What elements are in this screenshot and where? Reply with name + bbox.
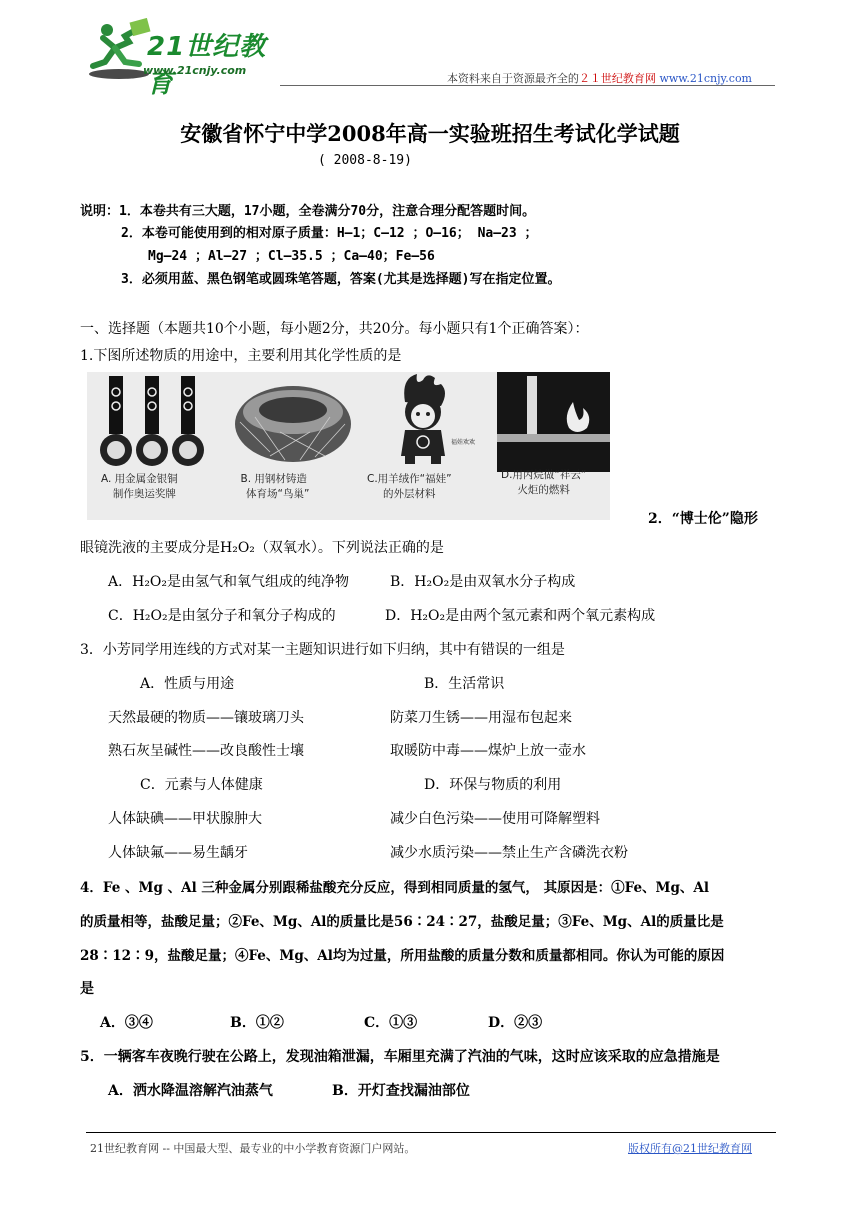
fuwa-image: [361, 372, 491, 520]
q3-group-a-title: A．性质与用途: [140, 676, 235, 692]
note-line-2: 2．本卷可能使用到的相对原子质量：H—1；C—12 ；O—16； Na—23 ；: [121, 226, 538, 241]
q3-group-d-title: D．环保与物质的利用: [424, 777, 562, 793]
q4-option-c: C．①③: [364, 1015, 418, 1031]
q3-a-item-2: 熟石灰呈碱性——改良酸性士壤: [108, 743, 304, 759]
mascot-label: 福娃欢欢: [451, 439, 476, 446]
torch-icon: [497, 372, 610, 472]
caption-c: C.用羊绒作“福娃” 的外层材料: [367, 473, 452, 500]
footer-left-text: 21世纪教育网 -- 中国最大型、最专业的中小学教育资源门户网站。: [90, 1142, 416, 1155]
q4-line-3: 28∶12∶9，盐酸足量；④Fe、Mg、Al均为过量，所用盐酸的质量分数和质量都相同。你认为可能的原因: [80, 948, 725, 964]
source-url[interactable]: www.21cnjy.com: [659, 72, 752, 85]
q2-option-b: B．H₂O₂是由双氧水分子构成: [390, 574, 576, 590]
q2-stem-start: 2．“博士伦”隐形: [648, 511, 758, 527]
torch-image: [497, 372, 610, 520]
page-title: 安徽省怀宁中学2008年高一实验班招生考试化学试题: [180, 121, 680, 146]
source-prefix: 本资料来自于资源最齐全的: [446, 72, 579, 85]
caption-b: B. 用钢材铸造 体育场“鸟巢”: [240, 473, 310, 500]
q3-c-item-2: 人体缺氟——易生龋牙: [108, 845, 248, 861]
q3-d-item-1: 减少白色污染——使用可降解塑料: [390, 811, 600, 827]
mascot-icon: [361, 372, 491, 472]
logo-text: 21世纪教育: [147, 32, 267, 99]
q3-d-item-2: 减少水质污染——禁止生产含磷洗衣粉: [390, 845, 628, 861]
q3-c-item-1: 人体缺碘——甲状腺肿大: [108, 811, 262, 827]
q2-option-a: A．H₂O₂是由氢气和氧气组成的纯净物: [108, 574, 350, 590]
q1-stem: 1.下图所述物质的用途中，主要利用其化学性质的是: [80, 348, 402, 364]
q2-option-c: C．H₂O₂是由氢分子和氧分子构成的: [108, 608, 336, 624]
caption-a: A. 用金属金银铜 制作奥运奖牌: [101, 473, 178, 500]
stadium-icon: [230, 372, 356, 472]
q4-line-2: 的质量相等，盐酸足量；②Fe、Mg、Al的质量比是56∶24∶27，盐酸足量；③Fe、Mg、Al的质量比是: [80, 914, 724, 930]
footer-copyright-link[interactable]: 版权所有@21世纪教育网: [628, 1142, 752, 1155]
q3-b-item-1: 防菜刀生锈——用湿布包起来: [390, 710, 572, 726]
q3-b-item-2: 取暖防中毒——煤炉上放一壶水: [390, 743, 586, 759]
note-line-3: Mg—24 ；Al—27 ；Cl—35.5 ；Ca—40；Fe—56: [148, 249, 435, 264]
note-line-1: 说明：1．本卷共有三大题，17小题，全卷满分70分，注意合理分配答题时间。: [80, 204, 536, 219]
medals-icon: [87, 372, 222, 472]
footer-divider: [86, 1132, 776, 1133]
site-logo: [85, 18, 285, 99]
q4-option-a: A．③④: [100, 1015, 153, 1031]
q4-option-d: D．②③: [488, 1015, 543, 1031]
q3-group-b-title: B．生活常识: [424, 676, 505, 692]
logo-url: www.21cnjy.com: [143, 64, 247, 77]
q2-option-d: D．H₂O₂是由两个氢元素和两个氧元素构成: [385, 608, 656, 624]
q5-option-a: A．洒水降温溶解汽油蒸气: [108, 1083, 273, 1099]
bird-nest-image: [230, 372, 356, 520]
q2-stem: 眼镜洗液的主要成分是H₂O₂（双氧水）。下列说法正确的是: [80, 540, 444, 556]
q3-group-c-title: C．元素与人体健康: [140, 777, 263, 793]
q4-line-4: 是: [80, 981, 94, 997]
section-heading: 一、选择题（本题共10个小题，每小题2分，共20分。每小题只有1个正确答案）：: [80, 321, 589, 337]
q4-line-1: 4．Fe 、Mg 、Al 三种金属分别跟稀盐酸充分反应，得到相同质量的氢气， 其原因是：①Fe、Mg、Al: [80, 880, 710, 896]
note-line-4: 3．必须用蓝、黑色钢笔或圆珠笔答题，答案(尤其是选择题)写在指定位置。: [121, 272, 561, 287]
exam-date: ( 2008-8-19): [318, 153, 412, 168]
source-site[interactable]: ２１世纪教育网: [578, 72, 656, 85]
header-divider: [280, 85, 775, 86]
caption-d: D.用丙烷做“祥云” 火炬的燃料: [501, 469, 587, 496]
q5-option-b: B．开灯查找漏油部位: [332, 1083, 470, 1099]
q1-figure: [87, 372, 610, 520]
q4-option-b: B．①②: [230, 1015, 284, 1031]
header-source-note: [447, 70, 752, 86]
q3-stem: 3．小芳同学用连线的方式对某一主题知识进行如下归纳，其中有错误的一组是: [80, 642, 565, 658]
q3-a-item-1: 天然最硬的物质——镶玻璃刀头: [108, 710, 304, 726]
medals-image: [87, 372, 222, 520]
q5-stem: 5．一辆客车夜晚行驶在公路上，发现油箱泄漏，车厢里充满了汽油的气味，这时应该采取的应急措施是: [80, 1049, 720, 1065]
